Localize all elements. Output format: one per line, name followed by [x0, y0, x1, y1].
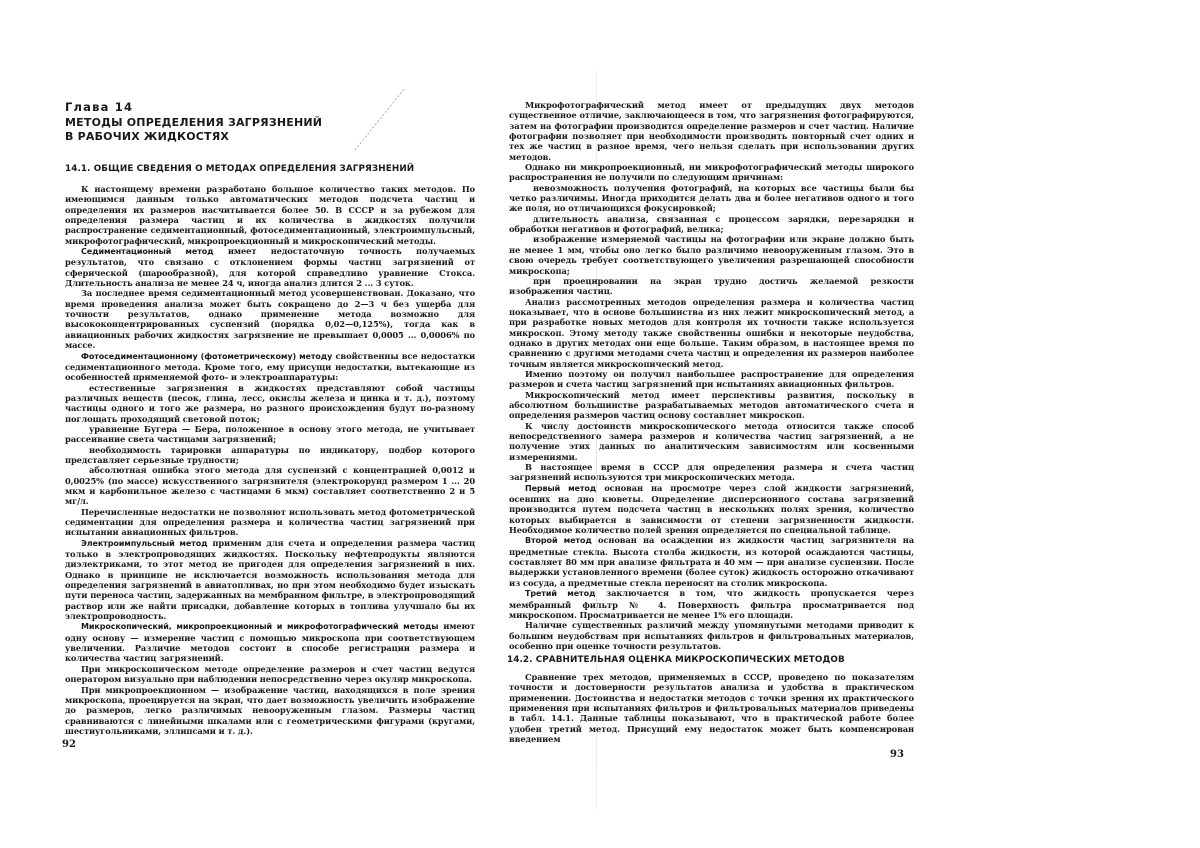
section-title: 14.2. СРАВНИТЕЛЬНАЯ ОЦЕНКА МИКРОСКОПИЧЕСКИХ МЕТОДОВ [507, 655, 845, 665]
paragraph-text: Анализ рассмотренных методов определения размера и количества частиц показывает, что в основе большинства из них лежит микроскопический метод, а при разработке новых методов для контроля их точности также используется микроскоп. Этому методу также свойственны ошибки и некоторые неудобства, однако в других методах они еще больше. Таким образом, в настоящее время по сравнению с другими методами счета частиц и определения их размеров наиболее точным является микроскопический метод. [509, 296, 914, 369]
paragraph-text: Однако ни микропроекционный, ни микрофотографический методы широкого распространения не получили по следующим причинам: [509, 162, 914, 183]
left-text-column [65, 184, 475, 736]
paragraph [509, 390, 914, 421]
paragraph [65, 664, 475, 685]
paragraph-text: Микроскопический метод имеет перспективы развития, поскольку в абсолютном большинстве разрабатываемых методов автоматического счета и определения размеров частиц основу составляет микроскоп. [509, 389, 914, 421]
paragraph [509, 421, 914, 462]
paragraph-text: абсолютная ошибка этого метода для суспензий с концентрацией 0,0012 и 0,0025% (по массе) искусственного загрязнителя (электрокорунд размером 1 ... 20 мкм и карбонильное железо с частицами 6 мкм) составляет соответственно 2 и 5 мг/л. [65, 465, 475, 507]
paragraph-text: имеет недостаточную точность получаемых результатов, что связано с отклонением формы частиц загрязнений от сферической (шарообразной), для которой справедливо уравнение Стокса. Длительность анализа не менее 24 ч, иногда анализ длится 2 ... 3 суток. [65, 246, 475, 289]
paragraph [509, 234, 914, 275]
paragraph [509, 462, 914, 483]
paragraph [65, 246, 475, 288]
paragraph [65, 351, 475, 383]
paragraph-text: уравнение Бугера — Бера, положенное в основу этого метода, не учитывает рассеивание света частицами загрязнений; [65, 423, 475, 445]
chapter-label: Глава 14 [65, 100, 134, 114]
paragraph [65, 184, 475, 246]
paragraph-text: Перечисленные недостатки не позволяют использовать метод фотометрической седиментации для определения размера и количества частиц загрязнений при испытании авиационных фильтров. [65, 506, 475, 538]
paragraph-text: К числу достоинств микроскопического метода относится также способ непосредственного замера размеров и количества частиц загрязнений, а не получение этих данных по аналитическим зависимостям или косвенными измерениями. [509, 420, 914, 462]
paragraph [509, 620, 914, 651]
page-number: 93 [890, 749, 904, 760]
paragraph [65, 288, 475, 350]
chapter-title-line: МЕТОДЫ ОПРЕДЕЛЕНИЯ ЗАГРЯЗНЕНИЙ [65, 116, 323, 129]
paragraph [65, 465, 475, 506]
paragraph [509, 183, 914, 214]
chapter-title [65, 116, 365, 144]
paragraph-text: Сравнение трех методов, применяемых в СССР, проведено по показателям точности и достоверности результатов анализа и удобства в практическом применении. Достоинства и недостатки методов с точки зрения их практического применения при испытаниях фильтров и фильтровальных материалов приведены в табл. 14.1. Данные таблицы показывают, что в практической работе более удобен третий метод. Присущий ему недостаток может быть компенсирован введением [509, 672, 914, 745]
page-number: 92 [62, 739, 76, 750]
chapter-title-line: В РАБОЧИХ ЖИДКОСТЯХ [65, 130, 230, 143]
paragraph-lead: Фотоседиментационному (фотометрическому) методу [81, 351, 333, 361]
paragraph-text: естественные загрязнения в жидкостях представляют собой частицы различных веществ (песок, глина, лесс, окислы железа и цинка и т. д.), поэтому частицы одного и того же размера, но разного происхождения будут по-разному поглощать проходящий световой поток; [65, 382, 475, 424]
paragraph [509, 100, 914, 162]
paragraph [509, 369, 914, 390]
paragraph-lead: Второй метод [525, 536, 592, 546]
paragraph-text: Именно поэтому он получил наибольшее распространение для определения размеров и счета частиц загрязнений при испытаниях авиационных фильтров. [509, 368, 914, 390]
right-text-column-after-section [509, 672, 914, 744]
paragraph-text: При микропроекционном — изображение частиц, находящихся в поле зрения микроскопа, проецируется на экран, что дает возможность увеличить изображение до размеров, легко различимых невооруженным глазом. Размеры частиц сравниваются с линейными шкалами или с геометрическими фигурами (кругами, шестиугольниками, эллипсами и т. д.). [65, 684, 475, 736]
paragraph-lead: Микроскопический, микропроекционный и микрофотографический методы [81, 622, 439, 632]
paragraph [509, 276, 914, 297]
paragraph-text: При микроскопическом методе определение размеров и счет частиц ведутся оператором визуально при наблюдении непосредственно через окуляр микроскопа. [65, 663, 475, 685]
paragraph-lead: Третий метод [525, 589, 596, 599]
right-text-column [509, 100, 914, 651]
paragraph-text: К настоящему времени разработано большое количество таких методов. По имеющимся данным только автоматических методов подсчета частиц и определения их размеров насчитывается более 50. В СССР и за рубежом для определения размера частиц и их количества в жидкостях получили распространение седиментационный, фотоседиментационный, электроимпульсный, микрофотографический, микропроекционный и микроскопический методы. [65, 184, 475, 246]
paragraph [65, 538, 475, 622]
paragraph [509, 162, 914, 183]
left-page [0, 0, 595, 848]
paragraph-text: За последнее время седиментационный метод усовершенствован. Доказано, что время проведения анализа может быть сокращено до 2—3 ч без ущерба для точности результатов, однако применение метода возможно для высококонцентрированных суспензий (порядка 0,02—0,125%), тогда как в авиационных рабочих жидкостях загрязнение не превышает 0,0005 ... 0,0006% по массе. [65, 288, 475, 351]
paragraph [509, 214, 914, 235]
paragraph-text: Наличие существенных различий между упомянутыми методами приводит к большим неудобствам при испытаниях фильтров и фильтровальных материалов, особенно при оценке точности результатов. [509, 620, 914, 651]
paragraph-text: свойственны все недостатки седиментационного метода. Кроме того, ему присущи недостатки, вытекающие из особенностей применяемой фото- и электроаппаратуры: [65, 350, 475, 383]
paragraph-text: изображение измеряемой частицы на фотографии или экране должно быть не менее 1 мм, чтобы оно легко было различимо невооруженным глазом. Это в свою очередь требует соответствующего увеличения разрешающей способности микроскопа; [509, 234, 914, 276]
paragraph-text: основан на просмотре через слой жидкости загрязнений, осевших на дно кюветы. Определение дисперсионного состава загрязнений производится путем подсчета частиц в нескольких полях зрения, количество которых выбирается в зависимости от степени загрязненности жидкости. Необходимое количество полей зрения определяется по специальной таблице. [509, 482, 914, 536]
paragraph [65, 445, 475, 466]
paragraph-lead: Первый метод [525, 483, 597, 493]
paragraph [509, 483, 914, 536]
section-title: 14.1. ОБЩИЕ СВЕДЕНИЯ О МЕТОДАХ ОПРЕДЕЛЕНИЯ ЗАГРЯЗНЕНИЙ [65, 164, 415, 174]
paragraph-lead: Электроимпульсный метод [81, 538, 208, 548]
paragraph-text: необходимость тарировки аппаратуры по индикатору, подбор которого представляет серьезные трудности; [65, 444, 475, 465]
paragraph-text: невозможность получения фотографий, на которых все частицы были бы четко различимы. Иногда приходится делать два и более негативов одного и того же поля, но отличающихся фокусировкой; [509, 182, 914, 214]
paragraph-text: длительность анализа, связанная с процессом зарядки, перезарядки и обработки негативов и фотографий, велика; [509, 213, 914, 235]
paragraph [509, 588, 914, 620]
paragraph-text: В настоящее время в СССР для определения размера и счета частиц загрязнений используются три микроскопических метода. [509, 462, 914, 483]
paragraph [509, 297, 914, 369]
paragraph [65, 424, 475, 445]
paragraph-text: основан на осаждении из жидкости частиц загрязнителя на предметные стекла. Высота столба жидкости, из которой осаждаются частицы, составляет 80 мм при анализе фильтрата и 40 мм — при анализе суспензии. После выдержки установленного времени (более суток) жидкость осторожно откачивают из сосуда, а предметные стекла переносят на столик микроскопа. [509, 535, 915, 588]
paragraph [65, 383, 475, 424]
paragraph-lead: Седиментационный метод [81, 247, 214, 257]
paragraph-text: имеют одну основу — измерение частиц с помощью микроскопа при соответствующем увеличении. Различие методов состоит в способе регистрации размера и количества частиц загрязнений. [65, 621, 476, 664]
paragraph [65, 507, 475, 538]
paragraph [509, 535, 914, 588]
paragraph [509, 672, 914, 744]
paragraph-text: заключается в том, что жидкость пропускается через мембранный фильтр № 4. Поверхность фильтра просматривается под микроскопом. Просматривается не менее 1% его площади. [509, 588, 914, 620]
paragraph-text: применим для счета и определения размера частиц только в электропроводящих жидкостях. Поскольку нефтепродукты являются диэлектриками, то этот метод не пригоден для определения загрязнений в них. Однако в принципе не исключается возможность использования метода для определения загрязнений в авиатопливах, но при этом необходимо будет изыскать пути переноса частиц, задержанных на мембранном фильтре, в электропроводящий раствор или же найти присадки, добавление которых в топлива улучшало бы их электропроводность. [65, 537, 475, 622]
paragraph [65, 621, 475, 663]
paragraph-text: Микрофотографический метод имеет от предыдущих двух методов существенное отличие, заключающееся в том, что загрязнения фотографируются, затем на фотографии производится определение размеров и счет частиц. Наличие фотографии позволяет при необходимости производить повторный счет одних и тех же частиц в разное время, чего нельзя сделать при использовании других методов. [509, 100, 914, 162]
paragraph-text: при проецировании на экран трудно достичь желаемой резкости изображения частиц. [509, 275, 914, 297]
paragraph [65, 685, 475, 737]
